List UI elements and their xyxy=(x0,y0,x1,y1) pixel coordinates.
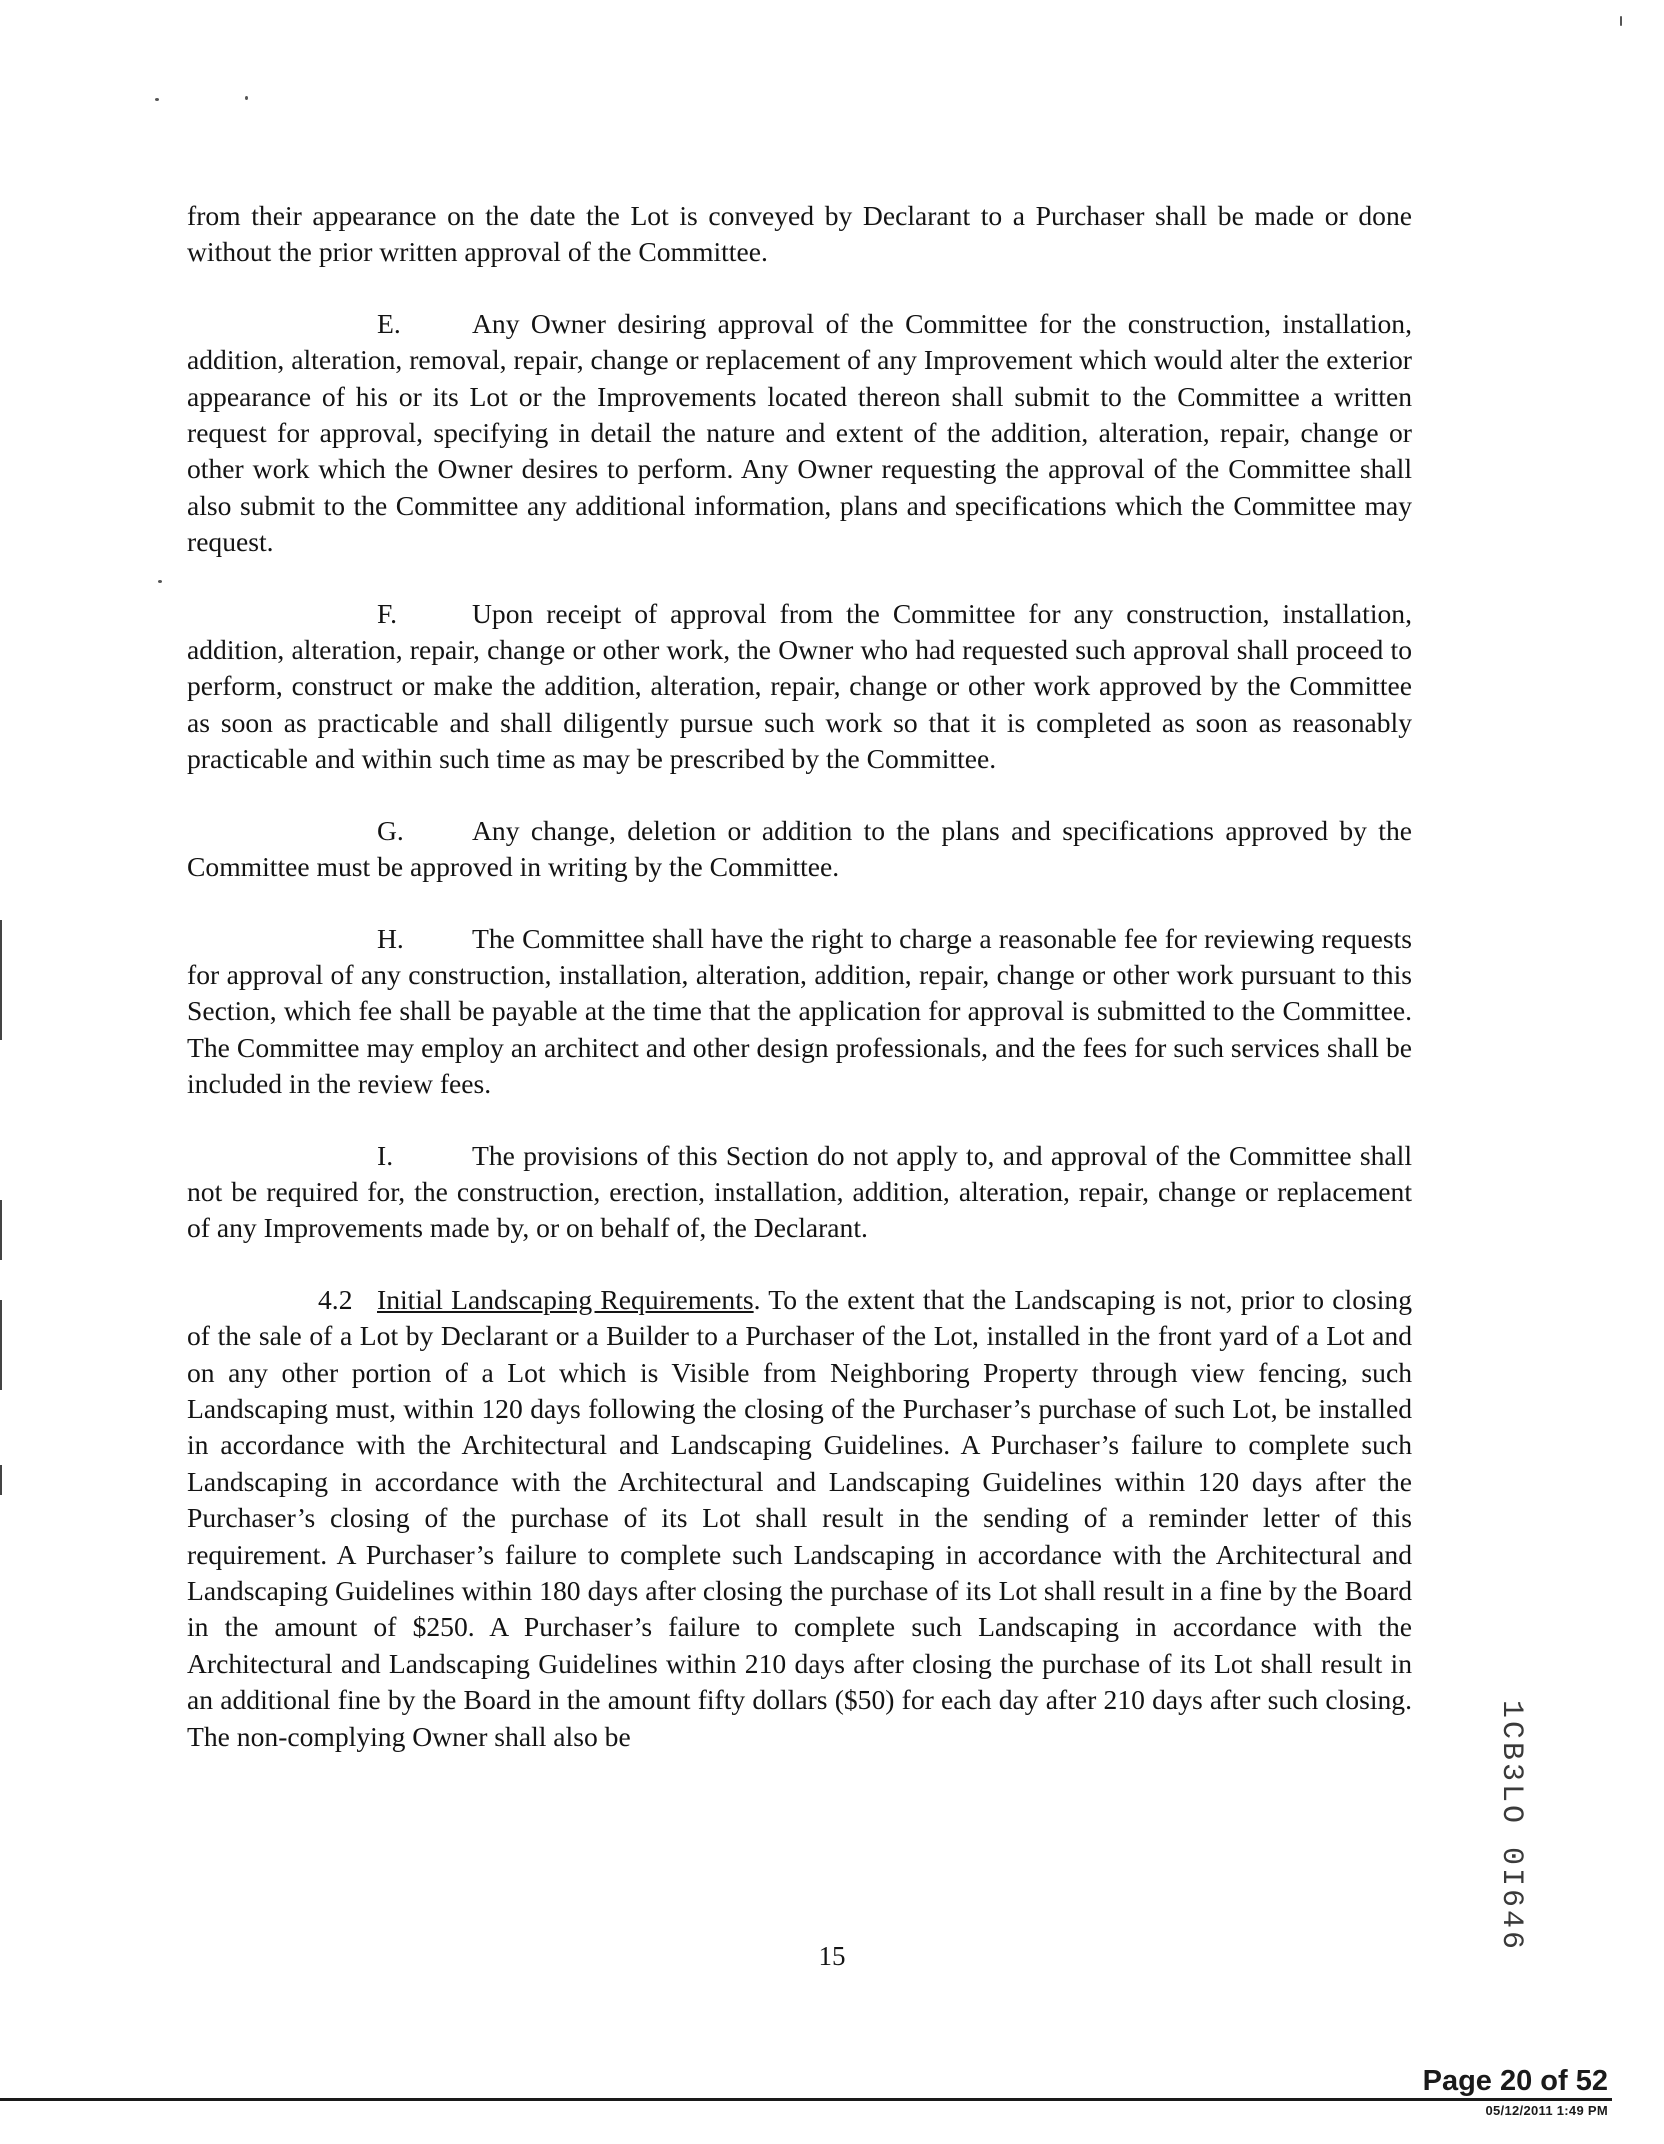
paragraph-continuation xyxy=(187,198,1412,271)
paragraph-text: Any Owner desiring approval of the Committee for the construction, installation, addition, alteration, removal, repair, change or replacement of any Improvement which would alter the exterior appearance of his or its Lot or the Improvements located thereon shall submit to the Committee a written request for approval, specifying in detail the nature and extent of the addition, alteration, repair, change or other work which the Owner desires to perform. Any Owner requesting the approval of the Committee shall also submit to the Committee any additional information, plans and specifications which the Committee may request. xyxy=(187,307,1412,558)
recording-stamp: 1CB3LO 0I646 xyxy=(1494,1700,1528,1953)
scan-speck xyxy=(1620,16,1622,26)
paragraph-h xyxy=(187,921,1412,1103)
paragraph-i xyxy=(187,1138,1412,1247)
footer-rule xyxy=(0,2098,1612,2101)
paragraph-f xyxy=(187,596,1412,778)
paragraph-text: The Committee shall have the right to charge a reasonable fee for reviewing requests for approval of any construction, installation, alteration, addition, repair, change or other work pursuant to this Section, which fee shall be payable at the time that the application for approval is submitted to the Committee. The Committee may employ an architect and other design professionals, and the fees for such services shall be included in the review fees. xyxy=(187,922,1412,1100)
page-counter: Page 20 of 52 xyxy=(1422,2065,1608,2097)
paragraph-g xyxy=(187,813,1412,886)
document-body xyxy=(187,198,1412,1790)
paragraph-e xyxy=(187,306,1412,561)
section-title: Initial Landscaping Requirements xyxy=(377,1283,754,1315)
paragraph-text: from their appearance on the date the Lot is conveyed by Declarant to a Purchaser shall be made or done without the prior written approval of the Committee. xyxy=(187,200,1412,268)
item-letter: E. xyxy=(377,307,401,339)
paragraph-text: The provisions of this Section do not apply to, and approval of the Committee shall not be required for, the construction, erection, installation, addition, alteration, repair, change or replacement of any Improvements made by, or on behalf of, the Declarant. xyxy=(187,1139,1412,1244)
scan-edge-mark xyxy=(0,920,2,1040)
scan-speck xyxy=(155,98,159,101)
page-number: 15 xyxy=(818,1941,846,1971)
scan-speck xyxy=(158,580,162,583)
scan-edge-mark xyxy=(0,1465,2,1495)
section-number: 4.2 xyxy=(318,1283,353,1315)
paragraph-text: . To the extent that the Landscaping is not, prior to closing of the sale of a Lot by Declarant or a Builder to a Purchaser of the Lot, installed in the front yard of a Lot and on any other portion of a Lot which is Visible from Neighboring Property through view fencing, such Landscaping must, within 120 days following the closing of the Purchaser’s purchase of such Lot, be installed in accordance with the Architectural and Landscaping Guidelines. A Purchaser’s failure to complete such Landscaping in accordance with the Architectural and Landscaping Guidelines within 120 days after the Purchaser’s closing of the purchase of its Lot shall result in the sending of a reminder letter of this requirement. A Purchaser’s failure to complete such Landscaping in accordance with the Architectural and Landscaping Guidelines within 180 days after closing the purchase of its Lot shall result in a fine by the Board in the amount of $250. A Purchaser’s failure to complete such Landscaping in accordance with the Architectural and Landscaping Guidelines within 210 days after closing the purchase of its Lot shall result in an additional fine by the Board in the amount fifty dollars ($50) for each day after 210 days after such closing. The non-complying Owner shall also be xyxy=(187,1283,1412,1752)
paragraph-text: Upon receipt of approval from the Committee for any construction, installation, addition, alteration, repair, change or other work, the Owner who had requested such approval shall proceed to perform, construct or make the addition, alteration, repair, change or other work approved by the Committee as soon as practicable and shall diligently pursue such work so that it is completed as soon as reasonably practicable and within such time as may be prescribed by the Committee. xyxy=(187,597,1412,775)
item-letter: F. xyxy=(377,597,398,629)
scan-edge-mark xyxy=(0,1200,2,1260)
scan-edge-mark xyxy=(0,1300,2,1390)
item-letter: G. xyxy=(377,814,404,846)
item-letter: H. xyxy=(377,922,404,954)
scan-speck xyxy=(245,96,248,100)
item-letter: I. xyxy=(377,1139,394,1171)
section-4-2 xyxy=(187,1282,1412,1755)
paragraph-text: Any change, deletion or addition to the plans and specifications approved by the Committee must be approved in writing by the Committee. xyxy=(187,814,1412,883)
footer-timestamp: 05/12/2011 1:49 PM xyxy=(1485,2103,1608,2118)
